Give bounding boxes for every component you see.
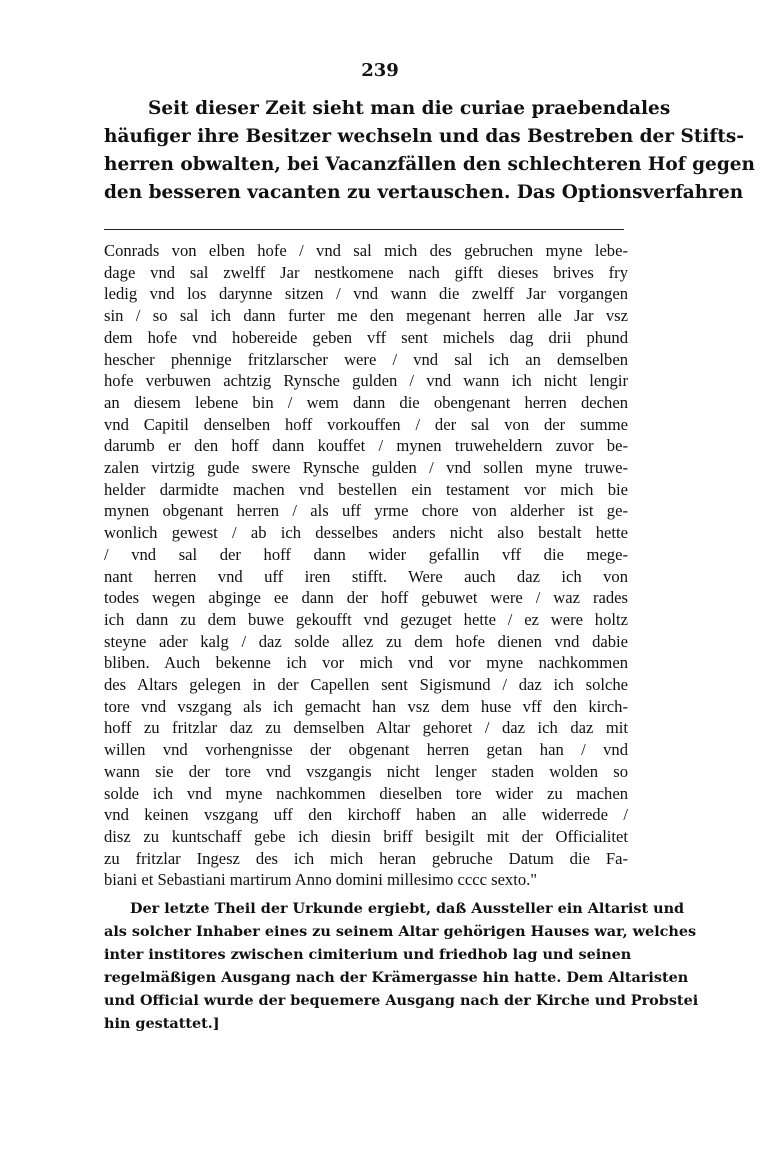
document-quote [104, 240, 628, 891]
quote-line: / vnd sal der hoff dann wider gefallin vff die mege- [104, 544, 628, 564]
quote-line: helder darmidte machen vnd bestellen ein testament vor mich bie [104, 479, 628, 499]
main-text-line: den besseren vacanten zu vertauschen. Das Optionsverfahren [104, 182, 744, 203]
quote-line: wonlich gewest / ab ich desselbes anders nicht also bestalt hette [104, 523, 628, 543]
quote-line: bliben. Auch bekenne ich vor mich vnd vor myne nachkommen [104, 653, 628, 673]
quote-line: ledig vnd los darynne sitzen / vnd wann die zwelff Jar vorgangen [104, 284, 628, 304]
page-number: 239 [361, 60, 399, 81]
quote-line: vnd keinen vszgang uff den kirchoff haben an alle widerrede / [104, 805, 628, 825]
quote-line: steyne ader kalg / daz solde allez zu dem hofe dienen vnd dabie [104, 631, 628, 651]
quote-line: zalen virtzig gude swere Rynsche gulden / vnd sollen myne truwe- [104, 458, 628, 478]
main-text-line: häufiger ihre Besitzer wechseln und das Bestreben der Stifts- [104, 126, 745, 147]
quote-line: biani et Sebastiani martirum Anno domini millesimo cccc sexto." [104, 870, 538, 890]
quote-line: nant herren vnd uff iren stifft. Were auch daz ich von [104, 566, 628, 586]
footnote-line: Der letzte Theil der Urkunde ergiebt, daß Aussteller ein Altarist und [130, 900, 685, 918]
quote-line: disz zu kuntschaff gebe ich diesin briff besigilt mit der Officialitet [104, 826, 628, 846]
footnote-line: als solcher Inhaber eines zu seinem Altar gehörigen Hauses war, welches [104, 923, 697, 941]
quote-line: dage vnd sal zwelff Jar nestkomene nach gifft dieses brives fry [104, 262, 628, 282]
footnote-line: und Official wurde der bequemere Ausgang nach der Kirche und Probstei [104, 992, 699, 1010]
footnote-commentary [104, 897, 699, 1035]
quote-line: sin / so sal ich dann furter me den megenant herren alle Jar vsz [104, 306, 628, 326]
quote-line: wann sie der tore vnd vszgangis nicht lenger staden wolden so [104, 761, 628, 781]
main-text [104, 95, 755, 207]
quote-line: Conrads von elben hofe / vnd sal mich des gebruchen myne lebe- [104, 241, 628, 260]
quote-line: hoff zu fritzlar daz zu demselben Altar gehoret / daz ich daz mit [104, 718, 628, 738]
quote-line: vnd Capitil denselben hoff vorkouffen / der sal von der summe [104, 414, 628, 434]
footnote-divider [104, 229, 624, 230]
quote-line: zu fritzlar Ingesz des ich mich heran gebruche Datum die Fa- [104, 848, 628, 868]
footnote-line: inter institores zwischen cimiterium und friedhob lag und seinen [104, 946, 632, 964]
quote-line: tore vnd vszgang als ich gemacht han vsz dem huse vff den kirch- [104, 696, 628, 716]
quote-line: ich dann zu dem buwe gekoufft vnd gezuget hette / ez were holtz [104, 609, 628, 629]
quote-line: mynen obgenant herren / als uff yrme chore von alderher ist ge- [104, 501, 628, 521]
quote-line: dem hofe vnd hobereide geben vff sent michels dag drii phund [104, 327, 628, 347]
main-text-line: Seit dieser Zeit sieht man die curiae praebendales [148, 98, 671, 119]
quote-line: todes wegen abginge ee dann der hoff gebuwet were / waz rades [104, 588, 628, 608]
footnote-line: regelmäßigen Ausgang nach der Krämergasse hin hatte. Dem Altaristen [104, 969, 689, 987]
quote-line: solde ich vnd myne nachkommen dieselben tore wider zu machen [104, 783, 628, 803]
book-page [104, 60, 755, 1035]
quote-line: hofe verbuwen achtzig Rynsche gulden / vnd wann ich nicht lengir [104, 371, 628, 391]
main-text-line: herren obwalten, bei Vacanzfällen den schlechteren Hof gegen [104, 154, 755, 175]
quote-line: willen vnd vorhengnisse der obgenant herren getan han / vnd [104, 740, 628, 760]
quote-line: darumb er den hoff dann kouffet / mynen truweheldern zuvor be- [104, 436, 628, 456]
footnote-line: hin gestattet.] [104, 1015, 220, 1033]
quote-line: hescher phennige fritzlarscher were / vnd sal ich an demselben [104, 349, 628, 369]
quote-line: des Altars gelegen in der Capellen sent Sigismund / daz ich solche [104, 675, 628, 695]
quote-line: an diesem lebene bin / wem dann die obengenant herren dechen [104, 392, 628, 412]
